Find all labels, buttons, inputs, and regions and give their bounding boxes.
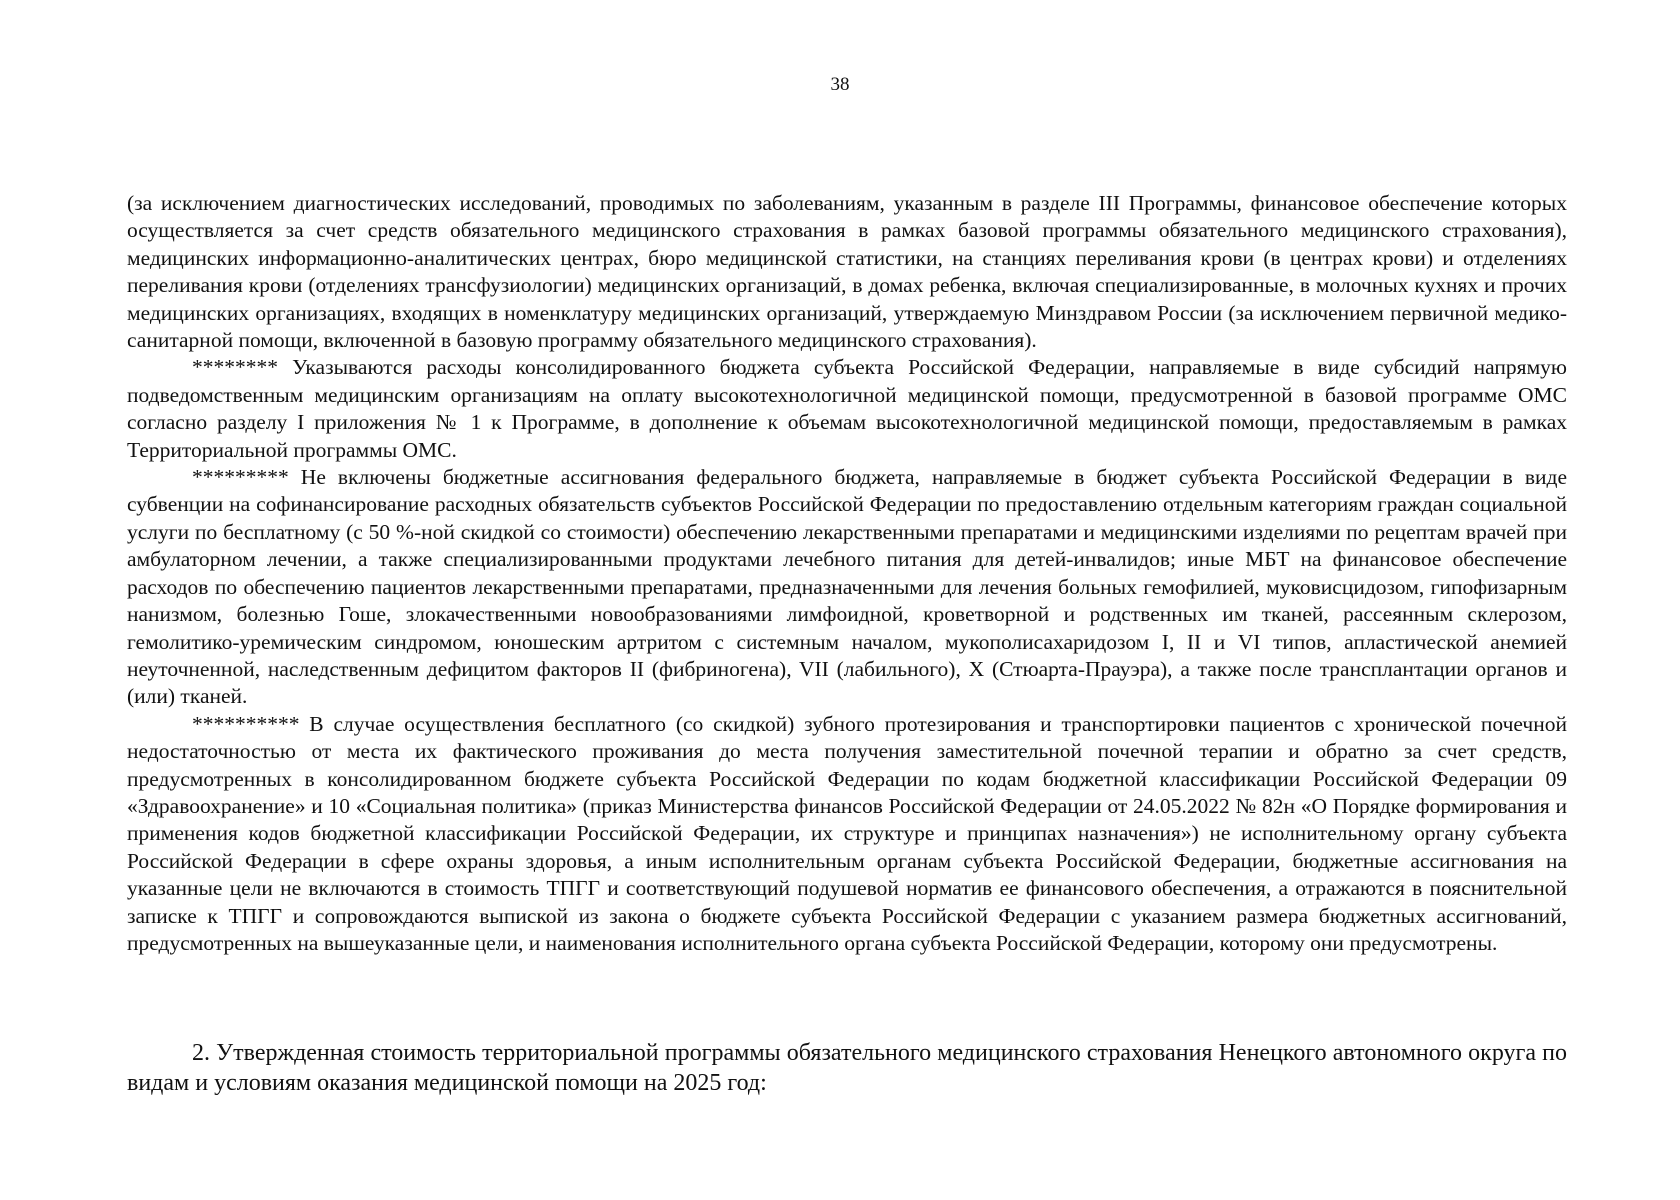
footnote-continuation: (за исключением диагностических исследований, проводимых по заболеваниям, указанным в разделе III Программы, финансовое обеспечение которых осуществляется за счет средств обязательного медицинского страхования в рамках базовой программы обязательного медицинского страхования), медицинских информационно-аналитических центрах, бюро медицинской статистики, на станциях переливания крови (в центрах крови) и отделениях переливания крови (отделениях трансфузиологии) медицинских организаций, в домах ребенка, включая специализированные, в молочных кухнях и прочих медицинских организациях, входящих в номенклатуру медицинских организаций, утверждаемую Минздравом России (за исключением первичной медико-санитарной помощи, включенной в базовую программу обязательного медицинского страхования). — [127, 191, 1567, 353]
footnote-8-stars: ******** Указываются расходы консолидированного бюджета субъекта Российской Федерации, направляемые в виде субсидий напрямую подведомственным медицинским организациям на оплату высокотехнологичной медицинской помощи, предусмотренной в базовой программе ОМС согласно разделу I приложения № 1 к Программе, в дополнение к объемам высокотехнологичной медицинской помощи, предоставляемым в рамках Территориальной программы ОМС. — [127, 355, 1567, 462]
footnote-10-stars: ********** В случае осуществления бесплатного (со скидкой) зубного протезирования и транспортировки пациентов с хронической почечной недостаточностью от места их фактического проживания до места получения заместительной почечной терапии и обратно за счет средств, предусмотренных в консолидированном бюджете субъекта Российской Федерации по кодам бюджетной классификации Российской Федерации 09 «Здравоохранение» и 10 «Социальная политика» (приказ Министерства финансов Российской Федерации от 24.05.2022 № 82н «О Порядке формирования и применения кодов бюджетной классификации Российской Федерации, их структуре и принципах назначения») не исполнительному органу субъекта Российской Федерации в сфере охраны здоровья, а иным исполнительным органам субъекта Российской Федерации, бюджетные ассигнования на указанные цели не включаются в стоимость ТПГГ и соответствующий подушевой норматив ее финансового обеспечения, а отражаются в пояснительной записке к ТПГГ и сопровождаются выпиской из закона о бюджете субъекта Российской Федерации с указанием размера бюджетных ассигнований, предусмотренных на вышеуказанные цели, и наименования исполнительного органа субъекта Российской Федерации, которому они предусмотрены. — [127, 711, 1567, 955]
footnotes-block — [127, 190, 1567, 957]
section-2-heading: 2. Утвержденная стоимость территориальной программы обязательного медицинского страхования Ненецкого автономного округа по видам и условиям оказания медицинской помощи на 2025 год: — [127, 1040, 1567, 1096]
footnote-9-stars: ********* Не включены бюджетные ассигнования федерального бюджета, направляемые в бюджет субъекта Российской Федерации в виде субвенции на софинансирование расходных обязательств субъектов Российской Федерации по предоставлению отдельным категориям граждан социальной услуги по бесплатному (с 50 %-ной скидкой со стоимости) обеспечению лекарственными препаратами и медицинскими изделиями по рецептам врачей при амбулаторном лечении, а также специализированными продуктами лечебного питания для детей-инвалидов; иные МБТ на финансовое обеспечение расходов по обеспечению пациентов лекарственными препаратами, предназначенными для лечения больных гемофилией, муковисцидозом, гипофизарным нанизмом, болезнью Гоше, злокачественными новообразованиями лимфоидной, кроветворной и родственных им тканей, рассеянным склерозом, гемолитико-уремическим синдромом, юношеским артритом с системным началом, мукополисахаридозом I, II и VI типов, апластической анемией неуточненной, наследственным дефицитом факторов II (фибриногена), VII (лабильного), X (Стюарта-Прауэра), а также после трансплантации органов и (или) тканей. — [127, 465, 1567, 709]
page-number: 38 — [830, 74, 850, 95]
